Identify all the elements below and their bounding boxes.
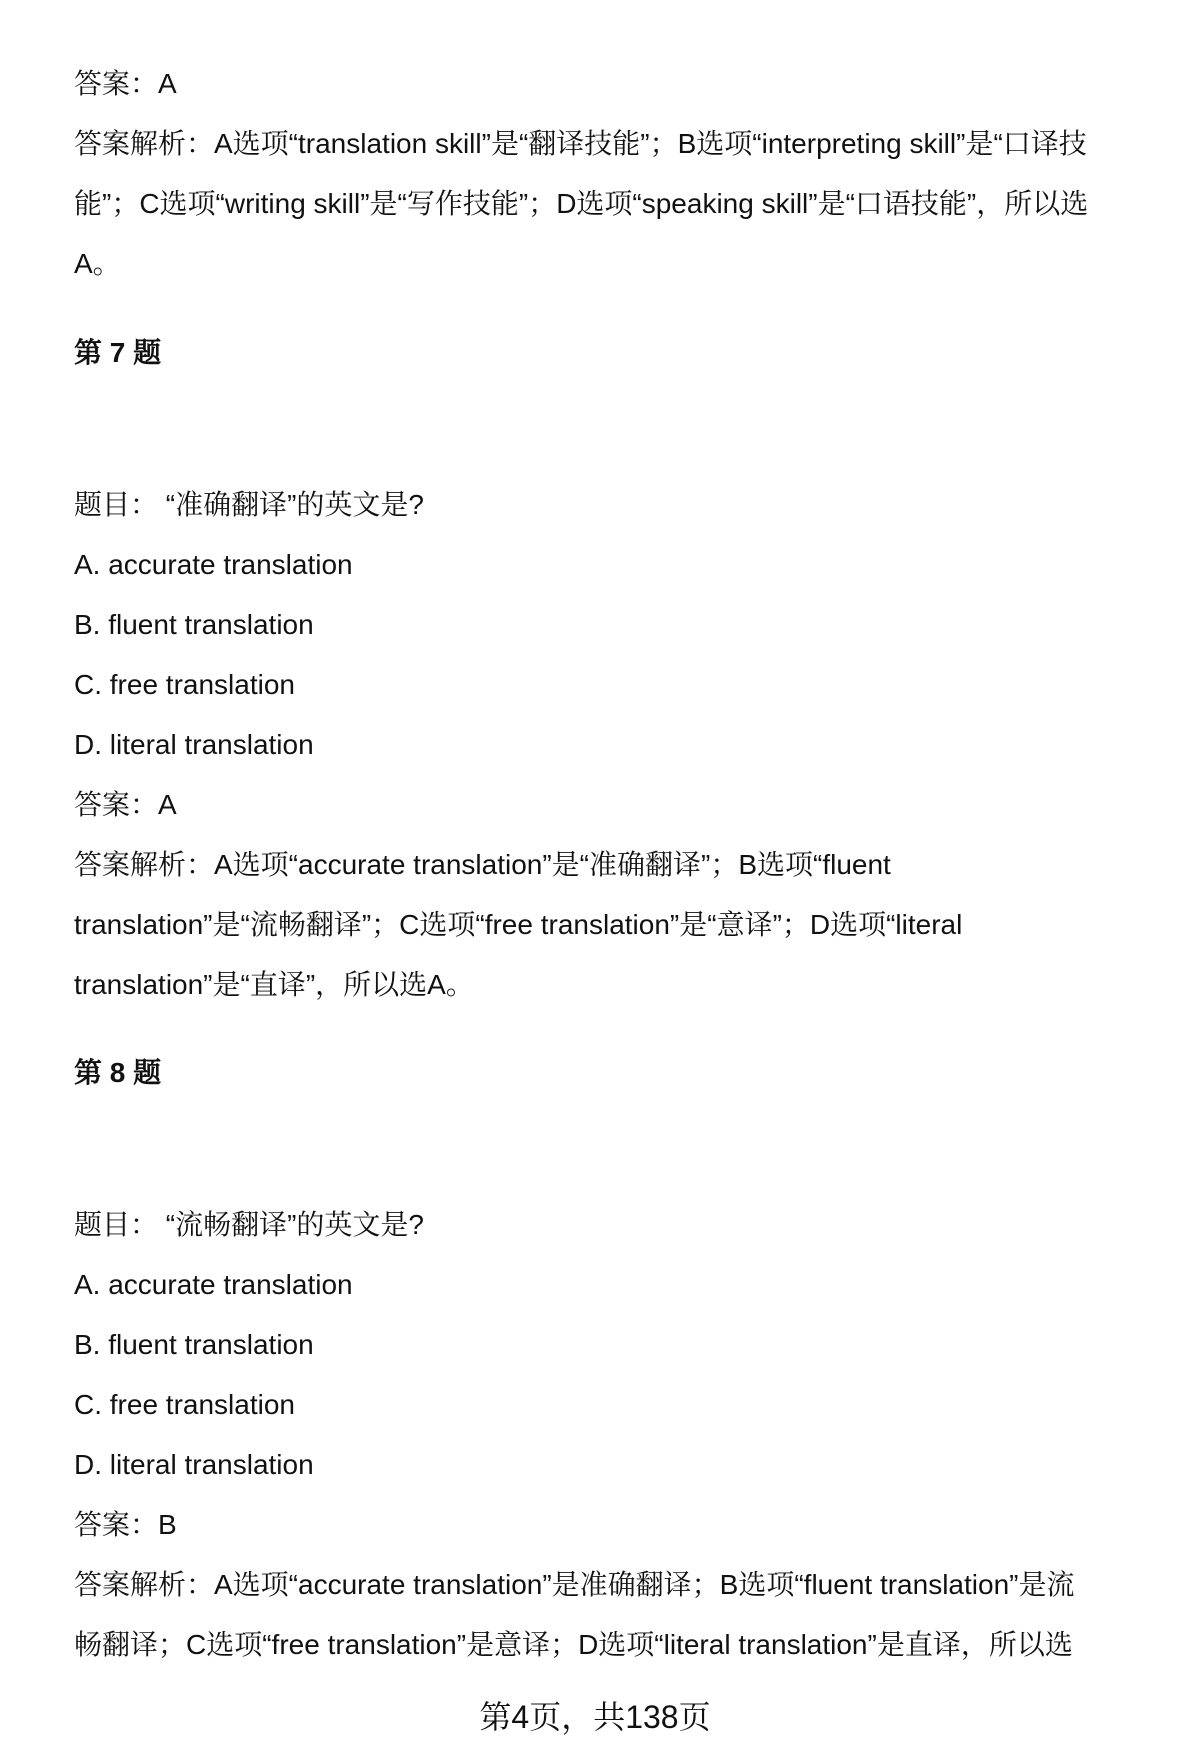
question-8-option-b: B. fluent translation: [74, 1329, 314, 1360]
question-7-option-d: D. literal translation: [74, 729, 314, 760]
question-7-option-c: C. free translation: [74, 669, 295, 700]
prev-explanation-line-1: 答案解析：A选项“translation skill”是“翻译技能”；B选项“interpreting skill”是“口译技: [74, 128, 1087, 159]
question-8-option-c: C. free translation: [74, 1389, 295, 1420]
question-8-explanation-line-2: 畅翻译；C选项“free translation”是意译；D选项“literal translation”是直译，所以选: [74, 1629, 1073, 1660]
question-7-option-a: A. accurate translation: [74, 549, 353, 580]
question-7-option-b: B. fluent translation: [74, 609, 314, 640]
question-8-answer: 答案：B: [74, 1509, 177, 1540]
question-8-explanation-line-1: 答案解析：A选项“accurate translation”是准确翻译；B选项“fluent translation”是流: [74, 1569, 1075, 1600]
prev-explanation-line-2: 能”；C选项“writing skill”是“写作技能”；D选项“speaking skill”是“口语技能”，所以选: [74, 188, 1089, 219]
question-8-option-a: A. accurate translation: [74, 1269, 353, 1300]
question-7-answer: 答案：A: [74, 789, 177, 820]
question-7-explanation-line-1: 答案解析：A选项“accurate translation”是“准确翻译”；B选项“fluent: [74, 849, 891, 880]
question-7-explanation-line-2: translation”是“流畅翻译”；C选项“free translation”是“意译”；D选项“literal: [74, 909, 963, 940]
question-8-option-d: D. literal translation: [74, 1449, 314, 1480]
prev-answer: 答案：A: [74, 68, 177, 99]
page-number-footer: 第4页，共138页: [479, 1699, 711, 1735]
question-8-heading: 第 8 题: [74, 1057, 162, 1088]
question-7-explanation-line-3: translation”是“直译”，所以选A。: [74, 969, 474, 1000]
question-7-text: 题目： “准确翻译”的英文是?: [74, 489, 425, 520]
prev-explanation-line-3: A。: [74, 248, 121, 279]
question-8-text: 题目： “流畅翻译”的英文是?: [74, 1209, 425, 1240]
question-7-heading: 第 7 题: [74, 337, 162, 368]
